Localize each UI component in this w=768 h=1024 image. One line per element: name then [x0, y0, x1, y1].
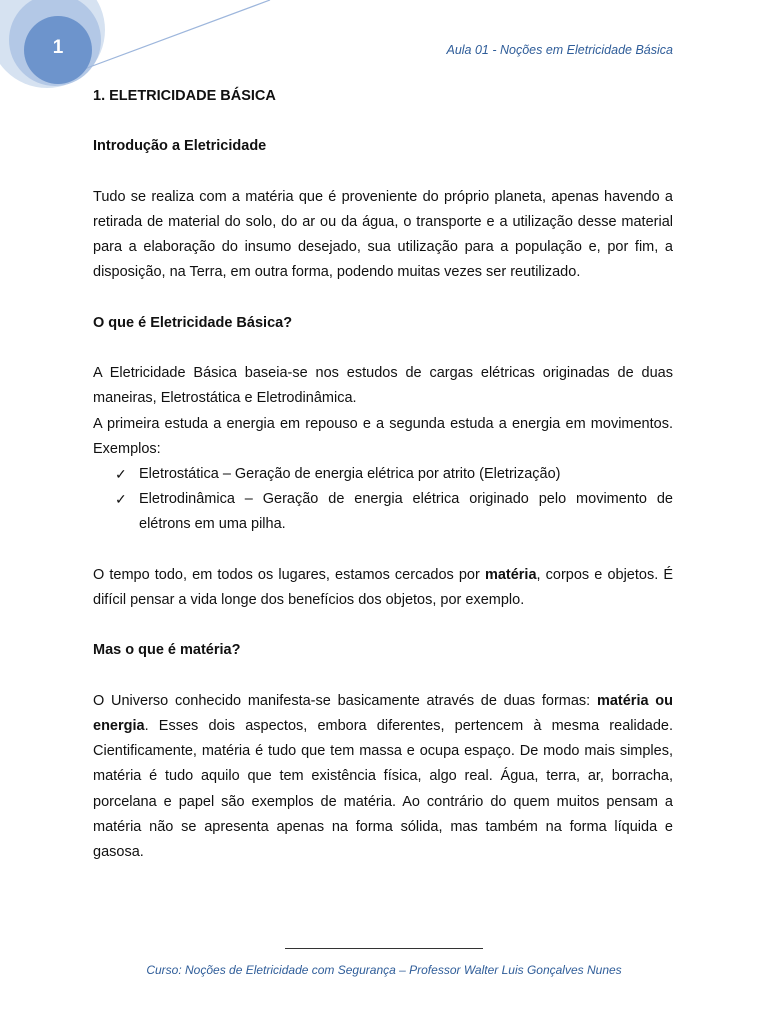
page-number: 1 [52, 37, 64, 58]
what-is-paragraph-2: A primeira estuda a energia em repouso e a segunda estuda a energia em movimentos. Exemplos: [93, 415, 673, 457]
bold-term: matéria [484, 566, 537, 583]
example-text: Eletrostática – Geração de energia elétrica por atrito (Eletrização) [139, 465, 561, 482]
section-title: 1. ELETRICIDADE BÁSICA [93, 88, 276, 104]
footer-divider [285, 948, 483, 949]
intro-paragraph: Tudo se realiza com a matéria que é proveniente do próprio planeta, apenas havendo a retirada de material do solo, do ar ou da água, o transporte e a utilização desse material para a elaboração do insumo desejado, sua utilização para a população e, por fim, a disposição, na Terra, em outra forma, podendo muitas vezes ser reutilizado. [93, 188, 673, 281]
bold-term: matéria ou energia [93, 692, 673, 734]
list-item [93, 487, 673, 537]
check-icon: ✓ [115, 491, 127, 508]
list-item [93, 462, 673, 487]
example-text: Eletrodinâmica – Geração de energia elétrica originado pelo movimento de elétrons em uma pilha. [139, 491, 673, 533]
examples-list [93, 462, 673, 538]
matter-paragraph: O Universo conhecido manifesta-se basicamente através de duas formas: matéria ou energia. Esses dois aspectos, embora diferentes, pertencem à mesma realidade. Cientificamente, matéria é tudo que tem massa e ocupa espaço. De modo mais simples, matéria é tudo aquilo que tem existência física, algo real. Água, terra, ar, borracha, porcelana e papel são exemplos de matéria. Ao contrário do quem muitos pensam a matéria não se apresenta apenas na forma sólida, mas também na forma líquida e gasosa. [93, 692, 673, 860]
header-title: Aula 01 - Noções em Eletricidade Básica [446, 43, 673, 57]
matter-heading: Mas o que é matéria? [93, 642, 241, 659]
intro-heading: Introdução a Eletricidade [93, 138, 267, 155]
what-is-paragraph-1: A Eletricidade Básica baseia-se nos estudos de cargas elétricas originadas de duas maneiras, Eletrostática e Eletrodinâmica. [93, 365, 673, 407]
what-is-heading: O que é Eletricidade Básica? [93, 314, 293, 331]
check-icon: ✓ [115, 465, 127, 482]
everywhere-paragraph: O tempo todo, em todos os lugares, estamos cercados por matéria, corpos e objetos. É difícil pensar a vida longe dos benefícios dos objetos, por exemplo. [93, 566, 673, 608]
footer-text: Curso: Noções de Eletricidade com Segurança – Professor Walter Luis Gonçalves Nunes [146, 963, 622, 977]
document-body [93, 84, 673, 865]
